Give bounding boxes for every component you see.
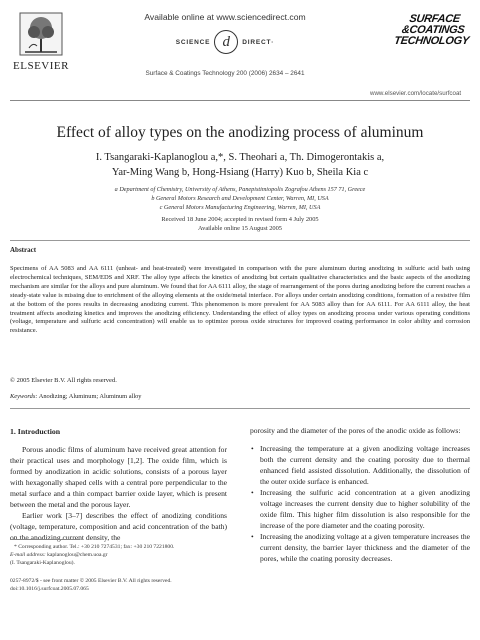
footnote-divider — [10, 539, 80, 540]
header-center — [120, 12, 330, 77]
bullet-item-acid-concentration: • Increasing the sulfuric acid concentration at a given anodizing voltage increases the current density due to higher solubility of the oxide film. This higher film dissolution is also responsible for the increase of the pore diameter and the coating porosity. — [250, 487, 470, 531]
bullet-item-voltage: • Increasing the anodizing voltage at a given temperature increases the current density, the barrier layer thickness and the diameter of the pores, while the coating porosity decreases. — [250, 531, 470, 564]
science-word: SCIENCE — [175, 38, 211, 46]
available-online-text[interactable]: Available online at www.sciencedirect.com — [144, 12, 306, 22]
sciencedirect-icon: d — [214, 30, 238, 54]
article-dates — [60, 215, 420, 233]
article-title: Effect of alloy types on the anodizing process of aluminum — [56, 124, 424, 141]
direct-word: DIRECT· — [242, 38, 275, 46]
affiliation-c: c General Motors Manufacturing Engineering, Warren, MI, USA — [159, 204, 321, 211]
affiliation-b: b General Motors Research and Development Center, Warren, MI, USA — [151, 195, 329, 202]
keywords-divider — [10, 408, 470, 409]
affiliations — [60, 185, 420, 212]
authors-line-2: Yar-Ming Wang b, Hong-Hsiang (Harry) Kuo b, Sheila Kia c — [111, 167, 369, 178]
received-date: Received 18 June 2004; accepted in revised form 4 July 2005 — [161, 216, 319, 223]
footnotes — [10, 543, 227, 567]
elsevier-logo — [10, 12, 72, 80]
email-label: E-mail address: — [10, 552, 46, 558]
email-owner: (I. Tsangaraki-Kaplanoglou). — [10, 560, 75, 566]
journal-logo-line-3: TECHNOLOGY — [393, 35, 470, 47]
email-link[interactable]: kaplanoglou@chem.uoa.gr — [47, 552, 108, 558]
intro-paragraph-2: Earlier work [3–7] describes the effect of anodizing conditions (voltage, temperature, composition and acid concentration of the bath) on the anodizing current density, the — [10, 511, 227, 542]
journal-logo-line-2: &COATINGS — [400, 24, 466, 36]
journal-logo — [392, 14, 475, 47]
abstract-copyright: © 2005 Elsevier B.V. All rights reserved. — [10, 377, 117, 384]
email-note — [10, 551, 227, 559]
elsevier-tree-icon — [19, 12, 63, 56]
left-column — [10, 427, 227, 543]
keywords-list: Anodizing; Aluminum; Aluminum alloy — [38, 393, 142, 400]
abstract-divider — [10, 240, 470, 241]
doi-link[interactable]: doi:10.1016/j.surfcoat.2005.07.065 — [10, 586, 89, 592]
affiliation-a: a Department of Chemistry, University of Athens, Panepistimiopolis Zografou Athens 157 71, Greece — [114, 186, 366, 193]
section-heading-introduction: 1. Introduction — [10, 427, 61, 436]
bullet-list — [250, 443, 470, 564]
publisher-name: ELSEVIER — [13, 60, 69, 72]
journal-logo-line-1: SURFACE — [408, 13, 461, 25]
intro-paragraph-1: Porous anodic films of aluminum have received great attention for their practical uses and morphology [1,2]. The oxide film, which is formed by anodization in acidic solutions, consists of a porous layer with hexagonally shaped cells with a central pore perpendicular to the metal surface and a thin compact barrier oxide layer, which is present between the metal and the porous layer. — [10, 445, 227, 509]
corresponding-author-note: * Corresponding author. Tel.: +30 210 7274531; fax: +30 210 7221800. — [14, 544, 175, 550]
bullet-item-temperature: • Increasing the temperature at a given anodizing voltage increases both the current density and the coating porosity due to thermal enhanced field assisted dissolution. Additionally, the dissolution of the outer oxide surface is enhanced. — [250, 443, 470, 487]
journal-url-link[interactable]: www.elsevier.com/locate/surfcoat — [370, 90, 462, 97]
abstract-text: Specimens of AA 5083 and AA 6111 (unheat- and heat-treated) were investigated in comparison with the pure aluminum during anodizing in sulfuric acid bath using electrochemical techniques, SEM/EDS and XRF. The alloy type affects the kinetics of anodizing but certain qualitative characteristics and the basic aspects of the anodizing mechanism are similar for the alloys and pure aluminum. We found that for AA 6111 alloy, the stage of rearrangement of the pores during anodizing before the current reaches a steady-state value is missing due to enrichment of the alloying elements at the oxide/metal interface. For alloys under certain anodizing conditions, formation of a resistive film at the bottom of the pores results in decreasing anodizing current. This phenomenon is more prevalent for AA 5083 alloy than for AA 6111. For AA 6111 alloy, the heat treatment affects anodizing kinetics and improves the anodizing efficiency. Understanding the effect of alloy types on anodizing process under various operating conditions (voltage, temperature and sulfuric acid concentration) will enable us to optimize porous oxide structures for improved coating performance in color ability and corrosion resistance. — [10, 265, 470, 335]
issn-line: 0257-8972/$ - see front matter © 2005 Elsevier B.V. All rights reserved. — [10, 578, 172, 584]
authors-line-1: I. Tsangaraki-Kaplanoglou a,*, S. Theohari a, Th. Dimogerontakis a, — [95, 152, 385, 163]
header-divider — [10, 100, 470, 101]
journal-reference: Surface & Coatings Technology 200 (2006) 2634 – 2641 — [145, 70, 305, 77]
keywords — [10, 393, 142, 400]
right-column — [250, 425, 470, 564]
article-meta — [10, 577, 227, 593]
author-list — [40, 150, 440, 180]
keywords-label: Keywords: — [10, 393, 38, 400]
continuation-paragraph: porosity and the diameter of the pores of the anodic oxide as follows: — [250, 426, 461, 435]
abstract-heading: Abstract — [10, 246, 37, 254]
sciencedirect-logo — [120, 30, 330, 54]
available-date: Available online 15 August 2005 — [197, 225, 282, 232]
